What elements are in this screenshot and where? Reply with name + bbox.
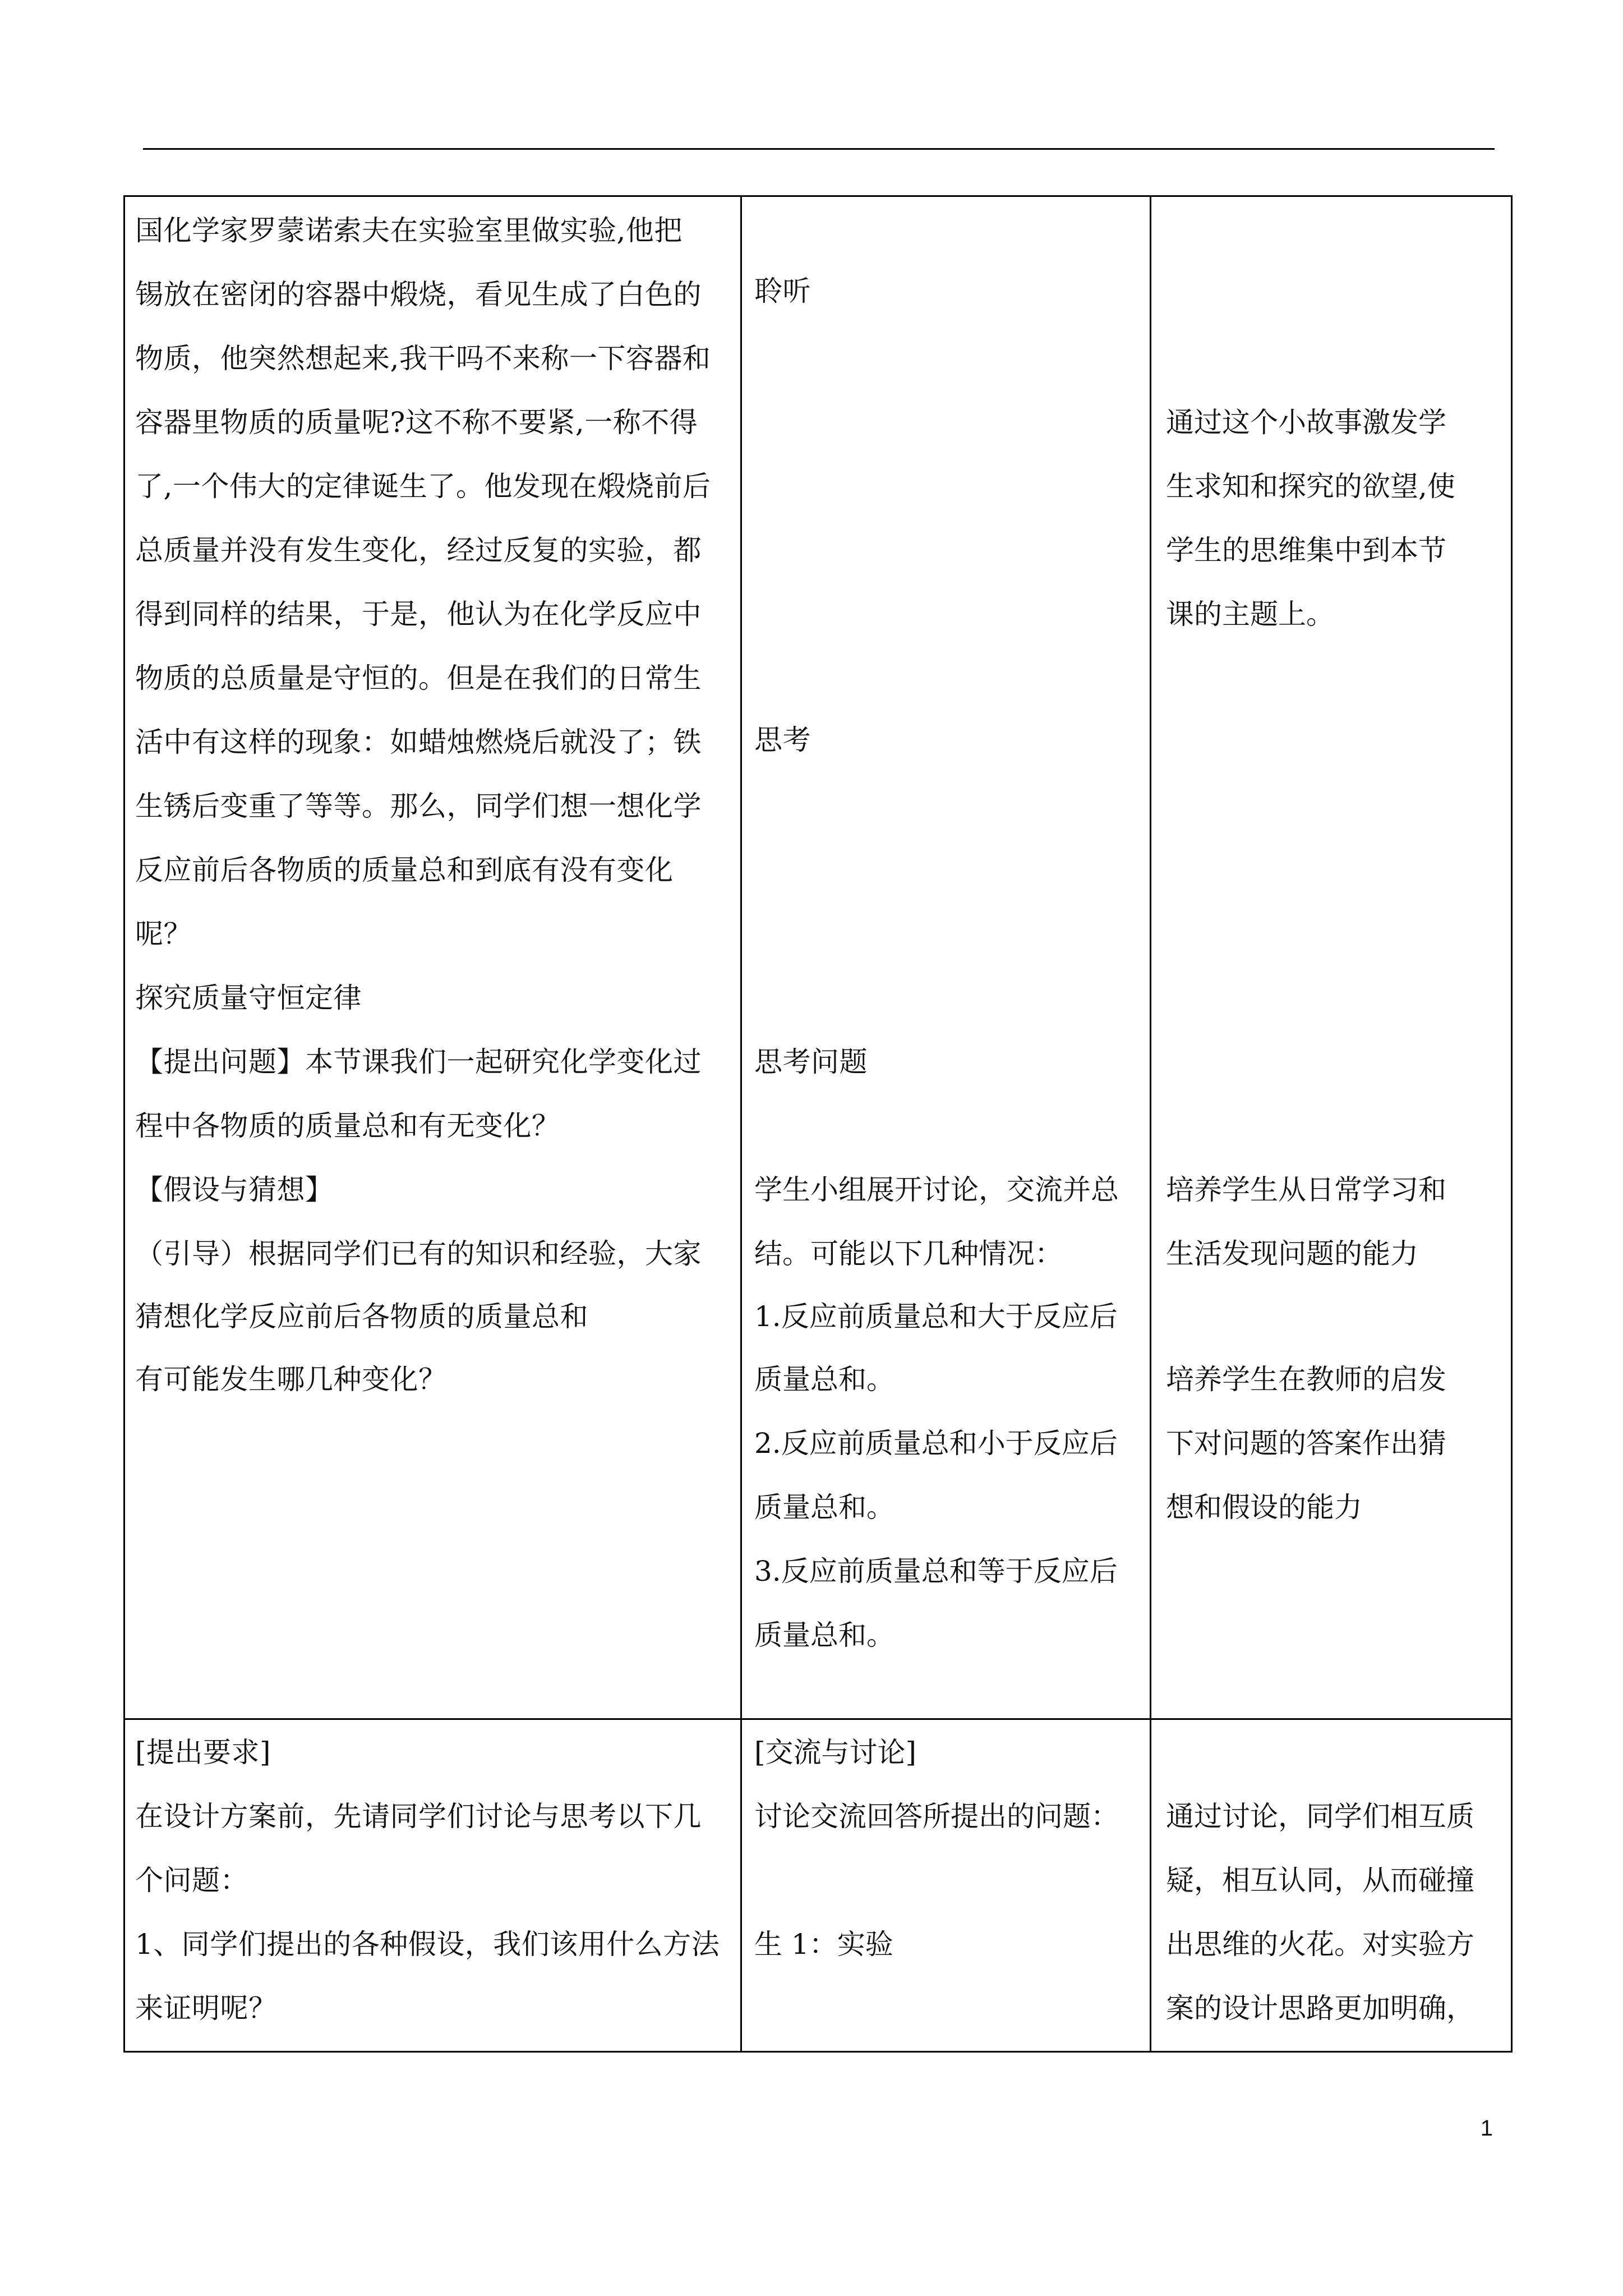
teacher-text-line: 了,一个伟大的定律诞生了。他发现在煅烧前后 — [135, 470, 711, 503]
teacher-text-line: 个问题： — [135, 1864, 248, 1897]
section-heading: 探究质量守恒定律 — [135, 982, 362, 1014]
section-heading: [交流与讨论] — [754, 1736, 917, 1769]
student-listen-text: 聆听 — [754, 275, 811, 307]
intent-line: 培养学生在教师的启发 — [1166, 1363, 1446, 1396]
student-activity-cell — [741, 1719, 1151, 2052]
intent-line: 生求知和探究的欲望,使 — [1166, 470, 1455, 503]
teacher-text-line: 【假设与猜想】 — [135, 1174, 334, 1206]
teacher-text-line: 【提出问题】本节课我们一起研究化学变化过 — [135, 1046, 702, 1078]
lesson-plan-table — [123, 195, 1513, 2053]
intent-line: 想和假设的能力 — [1166, 1491, 1362, 1524]
hypothesis-option-line: 质量总和。 — [754, 1491, 895, 1524]
teacher-text-line: 1、同学们提出的各种假设，我们该用什么方法 — [135, 1928, 720, 1961]
teacher-activity-cell — [125, 1719, 741, 2052]
student-activity-cell — [741, 196, 1151, 1719]
table-row — [125, 1719, 1512, 2052]
hypothesis-option-line: 质量总和。 — [754, 1619, 895, 1651]
hypothesis-option-line: 2.反应前质量总和小于反应后 — [754, 1427, 1118, 1460]
teacher-text-line: 总质量并没有发生变化，经过反复的实验，都 — [135, 534, 702, 567]
teacher-text-line: 有可能发生哪几种变化？ — [135, 1363, 447, 1396]
teacher-text-line: 锡放在密闭的容器中煅烧，看见生成了白色的 — [135, 278, 702, 311]
student-discussion-line: 学生小组展开讨论，交流并总 — [754, 1174, 1119, 1206]
teacher-text-line: 猜想化学反应前后各物质的质量总和 — [135, 1300, 588, 1333]
intent-line: 课的主题上。 — [1166, 598, 1334, 631]
teacher-text-line: 来证明呢？ — [135, 1992, 277, 2024]
student-think-text: 思考 — [754, 724, 811, 756]
teacher-text-line: 国化学家罗蒙诺索夫在实验室里做实验,他把 — [135, 214, 683, 247]
intent-line: 培养学生从日常学习和 — [1166, 1174, 1446, 1206]
intent-line: 通过讨论，同学们相互质 — [1166, 1800, 1474, 1833]
teacher-text-line: 得到同样的结果，于是，他认为在化学反应中 — [135, 598, 702, 631]
intent-line: 疑，相互认同，从而碰撞 — [1166, 1864, 1474, 1897]
teacher-text-line: 在设计方案前，先请同学们讨论与思考以下几 — [135, 1800, 702, 1833]
hypothesis-option-line: 3.反应前质量总和等于反应后 — [754, 1555, 1118, 1588]
table-row — [125, 196, 1512, 1719]
teacher-text-line: 生锈后变重了等等。那么，同学们想一想化学 — [135, 790, 702, 822]
intent-line: 案的设计思路更加明确， — [1166, 1992, 1474, 2024]
header-rule — [143, 148, 1495, 150]
hypothesis-option-line: 质量总和。 — [754, 1363, 895, 1396]
intent-line: 下对问题的答案作出猜 — [1166, 1427, 1446, 1460]
student-discussion-line: 结。可能以下几种情况： — [754, 1237, 1063, 1270]
teacher-text-line: 容器里物质的质量呢?这不称不要紧,一称不得 — [135, 406, 698, 439]
intent-line: 学生的思维集中到本节 — [1166, 534, 1446, 567]
teacher-text-line: 程中各物质的质量总和有无变化？ — [135, 1110, 560, 1142]
teacher-text-line: 物质的总质量是守恒的。但是在我们的日常生 — [135, 662, 702, 694]
student-answer-line: 生 1：实验 — [754, 1928, 893, 1961]
teacher-text-line: 反应前后各物质的质量总和到底有没有变化 — [135, 854, 674, 886]
intent-line: 出思维的火花。对实验方 — [1166, 1928, 1474, 1961]
intent-line: 生活发现问题的能力 — [1166, 1237, 1418, 1270]
page-number: 1 — [1480, 2116, 1493, 2141]
design-intent-cell — [1151, 196, 1512, 1719]
intent-line: 通过这个小故事激发学 — [1166, 406, 1446, 439]
teacher-text-line: 呢？ — [135, 918, 192, 950]
section-heading: [提出要求] — [135, 1736, 271, 1769]
student-think-question-text: 思考问题 — [754, 1046, 868, 1078]
hypothesis-option-line: 1.反应前质量总和大于反应后 — [754, 1300, 1118, 1333]
design-intent-cell — [1151, 1719, 1512, 2052]
teacher-activity-cell — [125, 196, 741, 1719]
teacher-text-line: 活中有这样的现象：如蜡烛燃烧后就没了；铁 — [135, 726, 702, 758]
student-discussion-line: 讨论交流回答所提出的问题： — [754, 1800, 1119, 1833]
teacher-text-line: 物质，他突然想起来,我干吗不来称一下容器和 — [135, 342, 711, 375]
teacher-text-line: （引导）根据同学们已有的知识和经验，大家 — [135, 1237, 702, 1270]
